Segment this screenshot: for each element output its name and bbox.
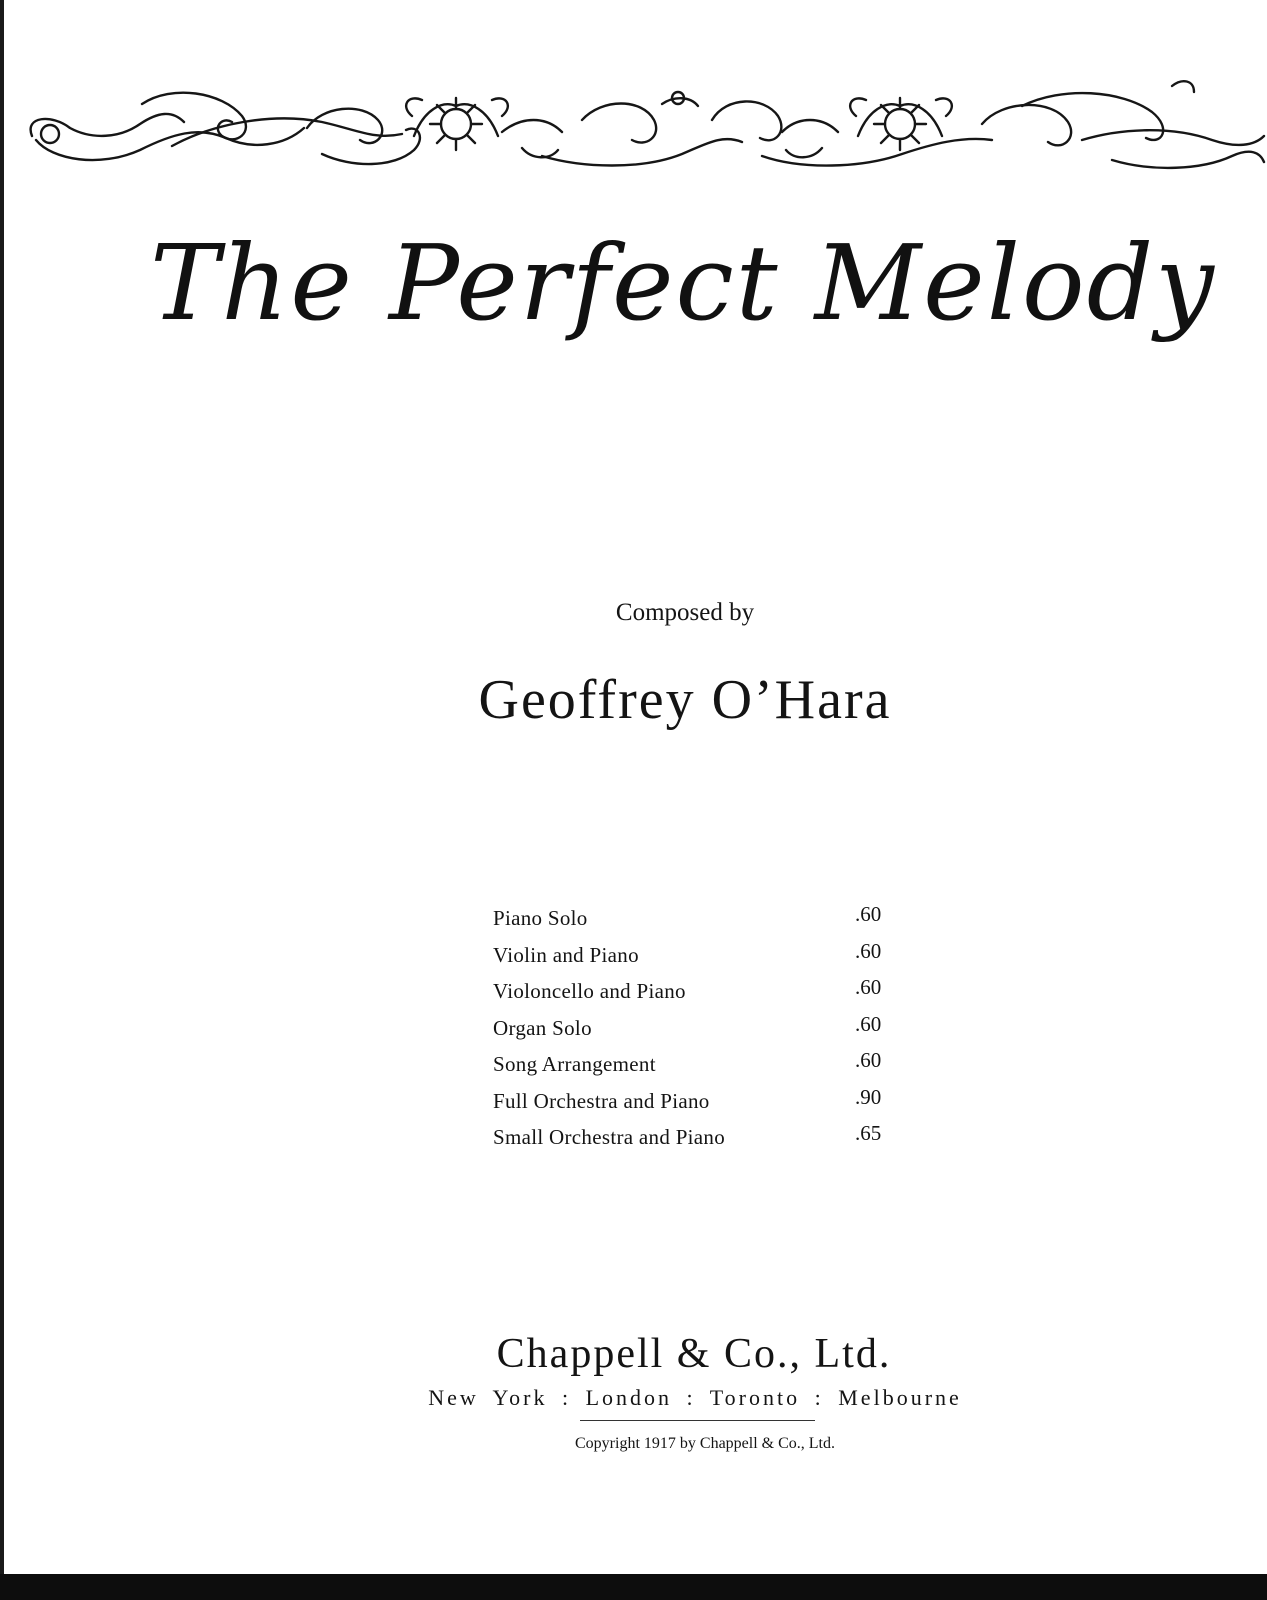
edition-price: .65 bbox=[855, 1121, 882, 1145]
city-separator: : bbox=[561, 1385, 572, 1410]
edition-name: Violin and Piano bbox=[493, 942, 639, 967]
price-row bbox=[493, 1085, 893, 1122]
city-separator: : bbox=[814, 1385, 824, 1410]
edition-price: .60 bbox=[855, 1011, 882, 1036]
edition-name: Organ Solo bbox=[493, 1015, 592, 1040]
edition-price: .60 bbox=[855, 1048, 882, 1072]
divider-rule bbox=[580, 1420, 815, 1421]
composed-by-label: Composed by bbox=[615, 599, 755, 626]
price-row bbox=[493, 975, 893, 1012]
ornamental-scroll-border bbox=[22, 76, 1267, 188]
price-row bbox=[493, 902, 893, 939]
publisher-name: Chappell & Co., Ltd. bbox=[496, 1331, 892, 1377]
city: London bbox=[585, 1385, 673, 1410]
edition-name: Full Orchestra and Piano bbox=[493, 1088, 710, 1113]
composer-name: Geoffrey O’Hara bbox=[478, 669, 892, 731]
price-row bbox=[493, 1121, 893, 1158]
edition-name: Song Arrangement bbox=[493, 1052, 656, 1076]
price-row bbox=[493, 939, 893, 976]
price-row bbox=[493, 1048, 893, 1085]
city: Toronto bbox=[709, 1385, 801, 1410]
edition-price: .60 bbox=[855, 938, 882, 963]
edition-name: Piano Solo bbox=[493, 906, 588, 930]
city: New York bbox=[428, 1385, 548, 1410]
scan-left-edge bbox=[0, 0, 4, 1600]
copyright-notice: Copyright 1917 by Chappell & Co., Ltd. bbox=[575, 1435, 835, 1452]
edition-price: .60 bbox=[855, 902, 882, 926]
edition-name: Small Orchestra and Piano bbox=[493, 1125, 726, 1149]
edition-price: .90 bbox=[855, 1084, 882, 1109]
city-separator: : bbox=[686, 1385, 696, 1410]
scan-bottom-edge bbox=[0, 1574, 1267, 1600]
city: Melbourne bbox=[838, 1385, 962, 1410]
song-title: The Perfect Melody bbox=[150, 222, 1216, 344]
edition-price: .60 bbox=[855, 975, 882, 999]
price-row bbox=[493, 1012, 893, 1049]
edition-name: Violoncello and Piano bbox=[493, 979, 686, 1003]
price-list bbox=[493, 902, 893, 1158]
publisher-cities bbox=[380, 1382, 1010, 1414]
